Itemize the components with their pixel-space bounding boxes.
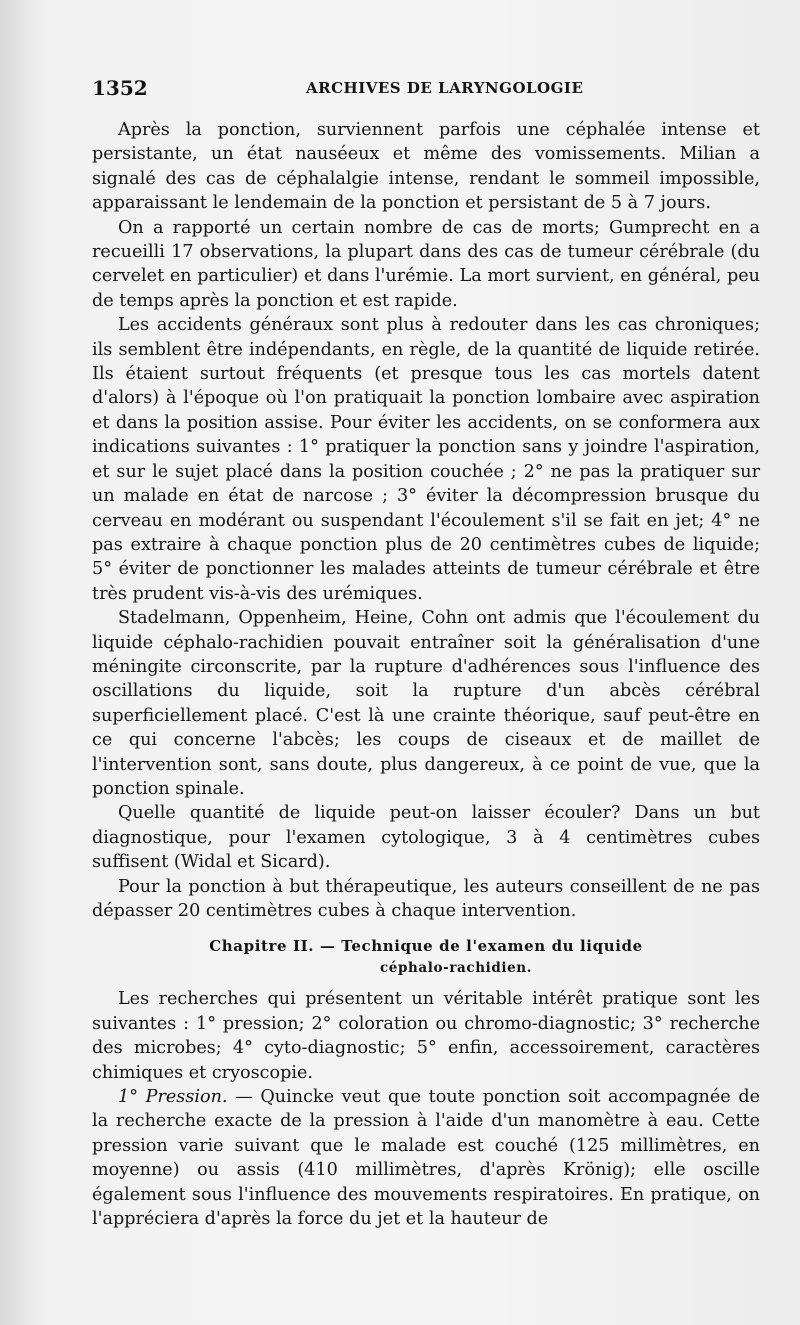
paragraph: On a rapporté un certain nombre de cas de morts; Gumprecht en a recueilli 17 observations, la plupart dans des cas de tumeur cérébrale (du cervelet en particulier) et dans l'urémie. La mort survient, en général, peu de temps après la ponction et est rapide. [92, 217, 760, 311]
body-text [92, 118, 760, 1231]
paragraph-pression [92, 1085, 760, 1231]
paragraph: Quelle quantité de liquide peut-on laisser écouler? Dans un but diagnostique, pour l'examen cytologique, 3 à 4 centimètres cubes suffisent (Widal et Sicard). [92, 803, 760, 873]
running-title: ARCHIVES DE LARYNGOLOGIE [306, 79, 584, 97]
chapter-title: Chapitre II. — Technique de l'examen du liquide [209, 937, 643, 956]
pression-label: 1° Pression. [118, 1087, 228, 1108]
paragraph: Stadelmann, Oppenheim, Heine, Cohn ont admis que l'écoulement du liquide céphalo-rachidien pouvait entraîner soit la généralisation d'une méningite circonscrite, par la rupture d'adhérences sous l'influence des oscillations du liquide, soit la rupture d'un abcès cérébral superficiellement placé. C'est là une crainte théorique, sauf peut-être en ce qui concerne l'abcès; les coups de ciseaux et de maillet de l'intervention sont, sans doute, plus dangereux, à ce point de vue, que la ponction spinale. [92, 608, 760, 799]
paragraph: Pour la ponction à but thérapeutique, les auteurs conseillent de ne pas dépasser 20 centimètres cubes à chaque intervention. [92, 876, 760, 921]
page-number: 1352 [92, 76, 148, 100]
paragraph: Les recherches qui présentent un véritable intérêt pratique sont les suivantes : 1° pression; 2° coloration ou chromo-diagnostic; 3° recherche des microbes; 4° cyto-diagnostic; 5° enfin, accessoirement, caractères chimiques et cryoscopie. [92, 989, 760, 1083]
paragraph: Les accidents généraux sont plus à redouter dans les cas chroniques; ils semblent être indépendants, en règle, de la quantité de liquide retirée. Ils étaient surtout fréquents (et presque tous les cas mortels datent d'alors) à l'époque où l'on pratiquait la ponction lombaire avec aspiration et dans la position assise. Pour éviter les accidents, on se conformera aux indications suivantes : 1° pratiquer la ponction sans y joindre l'aspiration, et sur le sujet placé dans la position couchée ; 2° ne pas la pratiquer sur un malade en état de narcose ; 3° éviter la décompression brusque du cerveau en modérant ou suspendant l'écoulement s'il se fait en jet; 4° ne pas extraire à chaque ponction plus de 20 centimètres cubes de liquide; 5° éviter de ponctionner les malades atteints de tumeur cérébrale et être très prudent vis-à-vis des urémiques. [92, 315, 760, 604]
pression-text: — Quincke veut que toute ponction soit accompagnée de la recherche exacte de la pression à l'aide d'un manomètre à eau. Cette pression varie suivant que le malade est couché (125 millimètres, en moyenne) ou assis (410 millimètres, d'après Krönig); elle oscille également sous l'influence des mouvements respiratoires. En pratique, on l'appréciera d'après la force du jet et la hauteur de [92, 1087, 760, 1230]
chapter-heading [92, 935, 760, 979]
chapter-subtitle: céphalo-rachidien. [379, 960, 533, 977]
page-header [92, 76, 732, 106]
paragraph: Après la ponction, surviennent parfois une céphalée intense et persistante, un état nauséeux et même des vomissements. Milian a signalé des cas de céphalalgie intense, rendant le sommeil impossible, apparaissant le lendemain de la ponction et persistant de 5 à 7 jours. [92, 120, 760, 214]
